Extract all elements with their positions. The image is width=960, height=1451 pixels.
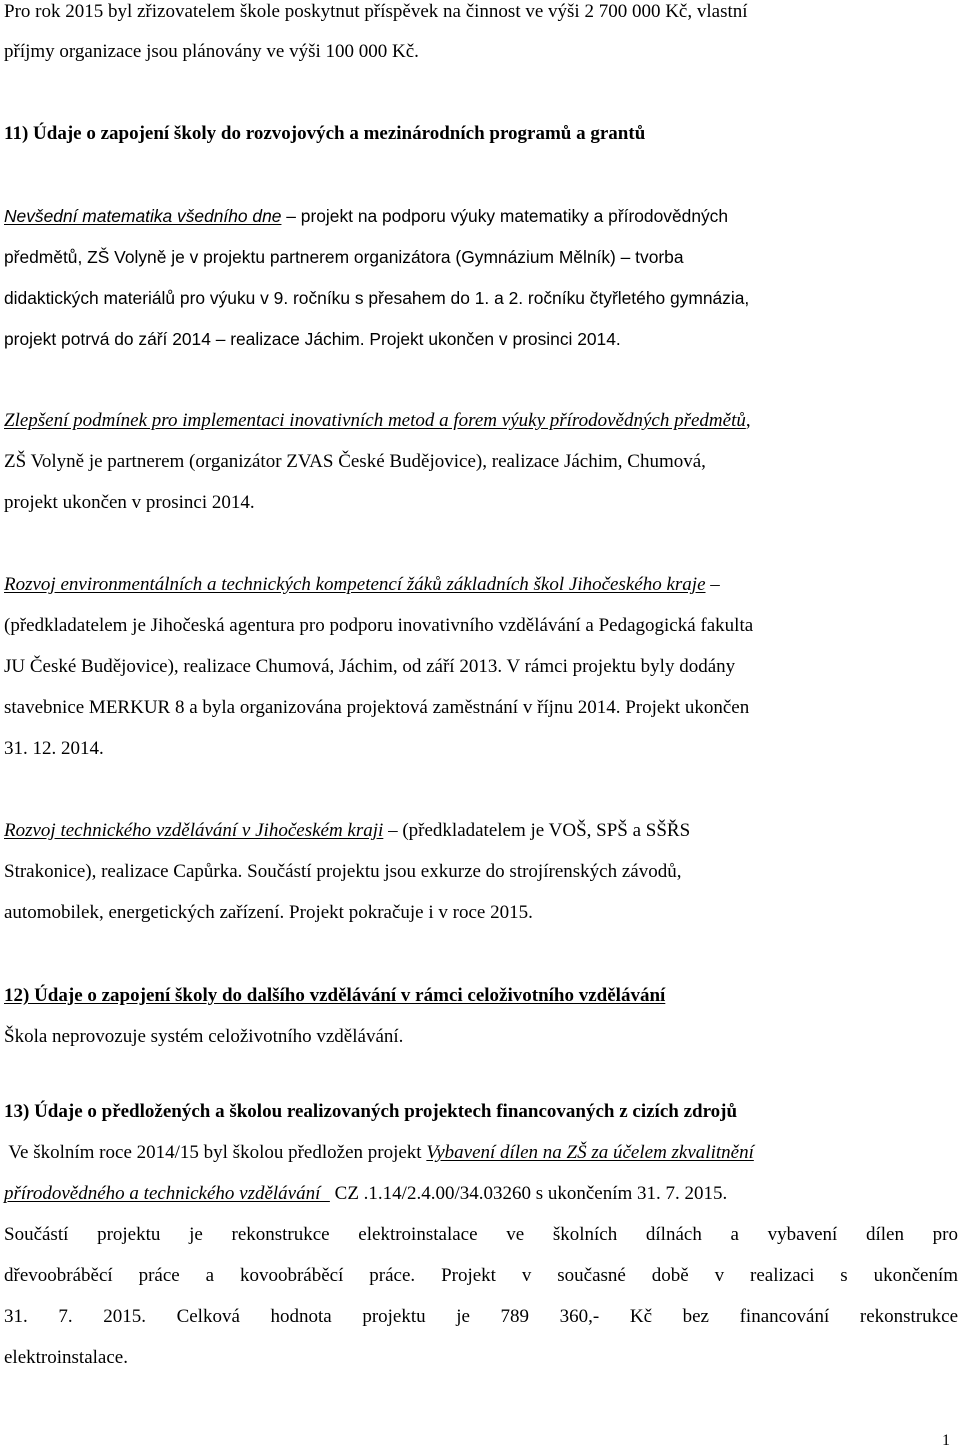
project-1-line-2: předmětů, ZŠ Volyně je v projektu partnerem organizátora (Gymnázium Mělník) – tvorba — [4, 247, 684, 267]
project-2-line-1 — [4, 409, 751, 433]
section-13-line-3: Součástí projektu je rekonstrukce elektroinstalace ve školních dílnách a vybavení dílen pro — [4, 1224, 958, 1245]
project-2-title: Zlepšení podmínek pro implementaci inovativních metod a forem výuky přírodovědných předmětů — [4, 410, 746, 431]
section-13-line-1-text: Ve školním roce 2014/15 byl školou předložen projekt — [4, 1142, 427, 1163]
section-13-heading: 13) Údaje o předložených a školou realizovaných projektech financovaných z cizích zdrojů — [4, 1101, 738, 1122]
section-13-line-4: dřevoobráběcí práce a kovoobráběcí práce. Projekt v současné době v realizaci s ukončením — [4, 1265, 958, 1286]
project-4-line-1-rest: – (předkladatelem je VOŠ, SPŠ a SŠŘS — [383, 820, 691, 841]
section-13-line-2-rest: CZ .1.14/2.4.00/34.03260 s ukončením 31. 7. 2015. — [329, 1183, 728, 1204]
section-13-line-2 — [4, 1182, 727, 1206]
section-11-heading: 11) Údaje o zapojení školy do rozvojových a mezinárodních programů a grantů — [4, 123, 646, 144]
project-3-title: Rozvoj environmentálních a technických kompetencí žáků základních škol Jihočeského kraje — [4, 574, 706, 595]
project-1-line-1-rest: – projekt na podporu výuky matematiky a přírodovědných — [281, 206, 729, 226]
project-2-line-3: projekt ukončen v prosinci 2014. — [4, 492, 255, 513]
project-4-title: Rozvoj technického vzdělávání v Jihočeském kraji — [4, 820, 384, 841]
section-12-heading: 12) Údaje o zapojení školy do dalšího vzdělávání v rámci celoživotního vzdělávání — [4, 985, 666, 1006]
project-3-line-2: (předkladatelem je Jihočeská agentura pro podporu inovativního vzdělávání a Pedagogická fakulta — [4, 615, 754, 636]
project-2-line-2: ZŠ Volyně je partnerem (organizátor ZVAS České Budějovice), realizace Jáchim, Chumová, — [4, 451, 706, 472]
section-13-project-title: Vybavení dílen na ZŠ za účelem zkvalitnění — [426, 1142, 754, 1163]
project-1-title: Nevšední matematika všedního dne — [4, 206, 282, 226]
project-2-line-1-rest: , — [745, 410, 751, 431]
section-13-line-5: 31. 7. 2015. Celková hodnota projektu je 789 360,- Kč bez financování rekonstrukce — [4, 1306, 958, 1327]
page-number: 1 — [942, 1432, 950, 1449]
project-3-line-4: stavebnice MERKUR 8 a byla organizována projektová zaměstnání v říjnu 2014. Projekt ukončen — [4, 697, 750, 718]
section-12-text: Škola neprovozuje systém celoživotního vzdělávání. — [4, 1026, 404, 1047]
section-13-line-6: elektroinstalace. — [4, 1347, 128, 1368]
project-4-line-2: Strakonice), realizace Capůrka. Součástí projektu jsou exkurze do strojírenských závodů, — [4, 861, 682, 882]
project-3-line-1-rest: – — [705, 574, 720, 595]
intro-line-1: Pro rok 2015 byl zřizovatelem škole poskytnut příspěvek na činnost ve výši 2 700 000 Kč, vlastní — [4, 1, 748, 22]
project-1-line-4: projekt potrvá do září 2014 – realizace Jáchim. Projekt ukončen v prosinci 2014. — [4, 329, 621, 349]
intro-line-2: příjmy organizace jsou plánovány ve výši 100 000 Kč. — [4, 41, 419, 62]
section-13-project-title-cont: přírodovědného a technického vzdělávání — [4, 1183, 330, 1204]
section-13-line-1 — [4, 1141, 754, 1165]
project-4-line-3: automobilek, energetických zařízení. Projekt pokračuje i v roce 2015. — [4, 902, 533, 923]
project-4-line-1 — [4, 819, 690, 843]
project-1-line-3: didaktických materiálů pro výuku v 9. ročníku s přesahem do 1. a 2. ročníku čtyřletého gymnázia, — [4, 288, 750, 308]
project-3-line-3: JU České Budějovice), realizace Chumová, Jáchim, od září 2013. V rámci projektu byly dodány — [4, 656, 736, 677]
project-1-line-1 — [4, 204, 728, 228]
project-3-line-1 — [4, 573, 720, 597]
project-3-line-5: 31. 12. 2014. — [4, 738, 104, 759]
